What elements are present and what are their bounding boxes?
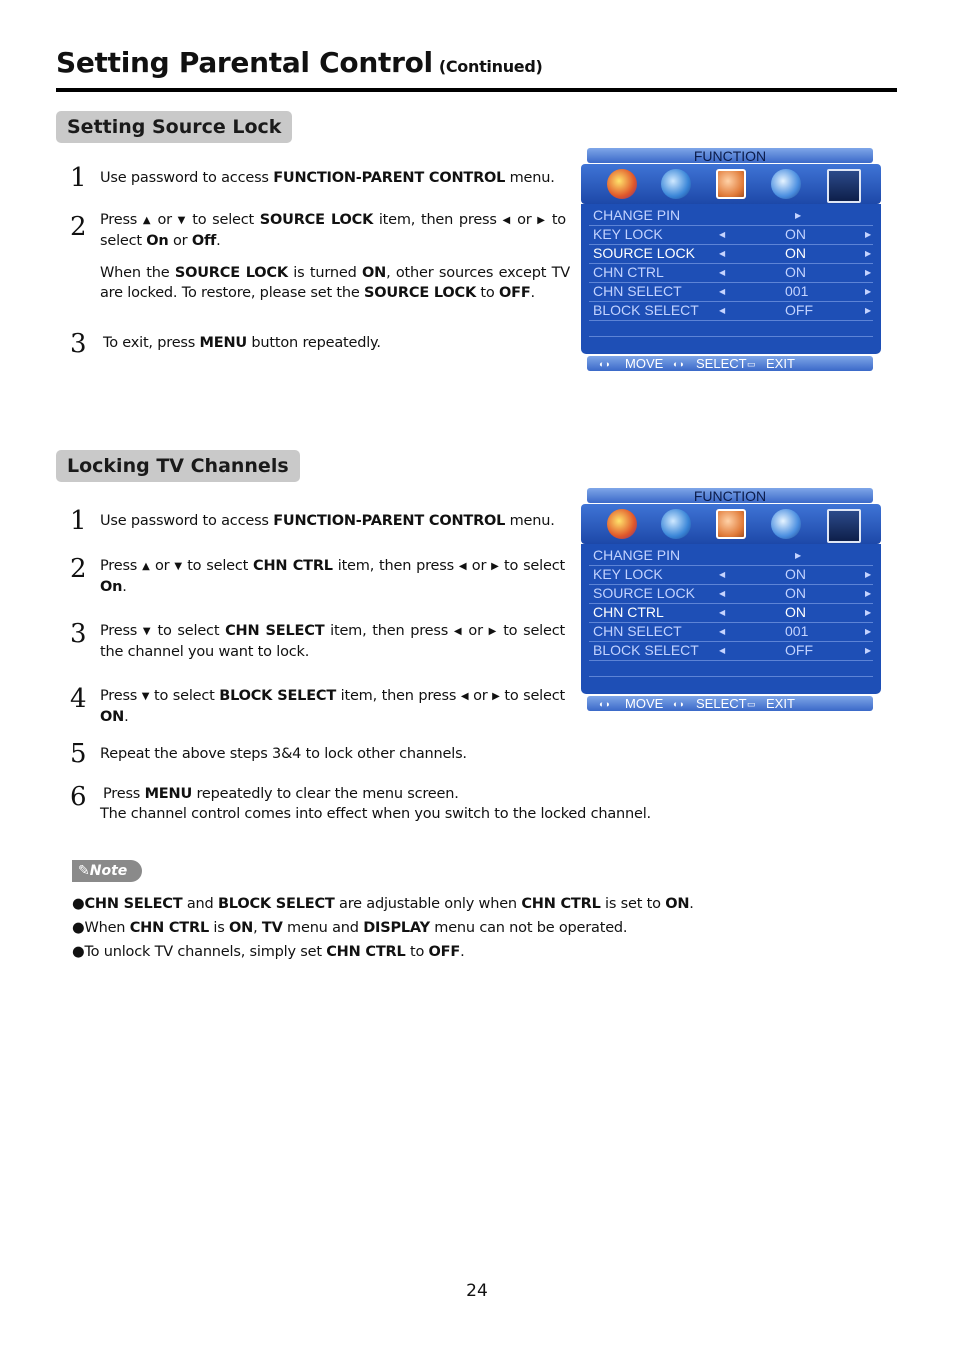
right-arrow-icon: ▶ bbox=[865, 249, 872, 258]
osd-row-value: ON bbox=[785, 566, 806, 582]
left-arrow-icon: ◀ bbox=[719, 608, 726, 617]
left-arrow-icon: ◀ bbox=[719, 230, 726, 239]
osd-row-label: CHANGE PIN bbox=[593, 547, 681, 563]
page-title: Setting Parental Control (Continued) bbox=[56, 46, 543, 79]
osd-row-value: ON bbox=[785, 264, 806, 280]
osd-body bbox=[581, 204, 881, 354]
down-arrow-icon: ▼ bbox=[177, 215, 187, 226]
step-text: Press ▲ or ▼ to select SOURCE LOCK item, then press ◀ or ▶ to select On or Off. bbox=[100, 212, 566, 249]
osd-divider bbox=[589, 336, 873, 337]
select-icon: ◐◑ bbox=[673, 359, 684, 369]
down-arrow-icon: ▼ bbox=[141, 691, 150, 702]
left-arrow-icon: ◀ bbox=[719, 249, 726, 258]
osd-row[interactable] bbox=[589, 565, 873, 585]
right-arrow-icon: ▶ bbox=[865, 287, 872, 296]
left-arrow-icon: ◀ bbox=[719, 268, 726, 277]
osd-footer-exit: EXIT bbox=[766, 696, 795, 711]
osd-footer bbox=[587, 696, 873, 711]
left-arrow-icon: ◀ bbox=[502, 215, 512, 226]
picture-icon[interactable] bbox=[607, 509, 637, 539]
function-icon[interactable] bbox=[716, 169, 746, 199]
step-text: Use password to access FUNCTION-PARENT CONTROL menu. bbox=[100, 513, 555, 529]
tv-icon[interactable] bbox=[827, 169, 861, 203]
page-number: 24 bbox=[466, 1281, 488, 1301]
osd-title-bar bbox=[587, 488, 873, 503]
osd-title: FUNCTION bbox=[693, 488, 767, 504]
osd-footer-select: SELECT bbox=[696, 356, 747, 371]
osd-row-label: KEY LOCK bbox=[593, 566, 663, 582]
step-number: 5 bbox=[70, 739, 87, 769]
step-text: Repeat the above steps 3&4 to lock other channels. bbox=[100, 746, 467, 762]
osd-body bbox=[581, 544, 881, 694]
step-number: 6 bbox=[70, 782, 87, 812]
left-arrow-icon: ◀ bbox=[719, 570, 726, 579]
tv-icon[interactable] bbox=[827, 509, 861, 543]
note-bullet: ●CHN SELECT and BLOCK SELECT are adjustable only when CHN CTRL is set to ON. bbox=[72, 896, 694, 912]
right-arrow-icon: ▶ bbox=[865, 570, 872, 579]
sound-icon[interactable] bbox=[661, 509, 691, 539]
osd-title: FUNCTION bbox=[693, 148, 767, 164]
osd-row[interactable] bbox=[589, 622, 873, 642]
left-arrow-icon: ◀ bbox=[719, 646, 726, 655]
globe-icon[interactable] bbox=[771, 509, 801, 539]
step-text: Press ▼ to select CHN SELECT item, then press ◀ or ▶ to select the channel you want to lock. bbox=[100, 623, 565, 660]
right-arrow-icon: ▶ bbox=[488, 626, 498, 637]
left-arrow-icon: ◀ bbox=[719, 287, 726, 296]
menu-icon: ▭ bbox=[747, 359, 756, 369]
osd-row[interactable] bbox=[589, 206, 873, 226]
right-arrow-icon: ▶ bbox=[865, 306, 872, 315]
osd-row-value: ON bbox=[785, 226, 806, 242]
step-number: 3 bbox=[70, 619, 87, 649]
up-arrow-icon: ▲ bbox=[142, 215, 152, 226]
osd-row-value: ON bbox=[785, 604, 806, 620]
right-arrow-icon: ▶ bbox=[491, 561, 500, 572]
osd-row-label: CHN SELECT bbox=[593, 623, 682, 639]
osd-row-label: SOURCE LOCK bbox=[593, 585, 695, 601]
osd-divider bbox=[589, 676, 873, 677]
globe-icon[interactable] bbox=[771, 169, 801, 199]
right-arrow-icon: ▶ bbox=[795, 551, 802, 560]
right-arrow-icon: ▶ bbox=[865, 646, 872, 655]
move-icon: ◐◑ bbox=[599, 699, 610, 709]
step-number: 2 bbox=[70, 554, 87, 584]
osd-icon-bar bbox=[581, 164, 881, 204]
right-arrow-icon: ▶ bbox=[795, 211, 802, 220]
left-arrow-icon: ◀ bbox=[453, 626, 463, 637]
osd-row[interactable] bbox=[589, 244, 873, 264]
step-text: To exit, press MENU button repeatedly. bbox=[103, 335, 381, 351]
osd-row[interactable] bbox=[589, 584, 873, 604]
step-text: Press ▼ to select BLOCK SELECT item, then press ◀ or ▶ to select ON. bbox=[100, 688, 565, 725]
osd-icon-bar bbox=[581, 504, 881, 544]
right-arrow-icon: ▶ bbox=[865, 608, 872, 617]
step-text: The channel control comes into effect when you switch to the locked channel. bbox=[100, 806, 651, 822]
osd-title-bar bbox=[587, 148, 873, 163]
osd-row-label: CHANGE PIN bbox=[593, 207, 681, 223]
function-icon[interactable] bbox=[716, 509, 746, 539]
osd-row[interactable] bbox=[589, 225, 873, 245]
step-number: 1 bbox=[70, 506, 87, 536]
osd-row-label: CHN SELECT bbox=[593, 283, 682, 299]
paperclip-icon: ✎ bbox=[78, 863, 90, 879]
step-number: 4 bbox=[70, 684, 87, 714]
bullet-icon: ● bbox=[72, 896, 85, 912]
right-arrow-icon: ▶ bbox=[865, 627, 872, 636]
osd-row-value: ON bbox=[785, 585, 806, 601]
osd-row[interactable] bbox=[589, 546, 873, 566]
osd-row-value: 001 bbox=[785, 623, 809, 639]
right-arrow-icon: ▶ bbox=[865, 589, 872, 598]
right-arrow-icon: ▶ bbox=[865, 268, 872, 277]
select-icon: ◐◑ bbox=[673, 699, 684, 709]
left-arrow-icon: ◀ bbox=[719, 589, 726, 598]
section-heading-locking-tv-channels: Locking TV Channels bbox=[56, 450, 300, 482]
sound-icon[interactable] bbox=[661, 169, 691, 199]
osd-row[interactable] bbox=[589, 641, 873, 661]
step-text: When the SOURCE LOCK is turned ON, other sources except TV are locked. To restore, please set the SOURCE LOCK to OFF. bbox=[100, 265, 570, 301]
left-arrow-icon: ◀ bbox=[719, 306, 726, 315]
left-arrow-icon: ◀ bbox=[460, 691, 469, 702]
note-badge: ✎Note bbox=[72, 860, 142, 882]
osd-footer-move: MOVE bbox=[625, 356, 664, 371]
osd-function-menu bbox=[581, 148, 881, 373]
right-arrow-icon: ▶ bbox=[865, 230, 872, 239]
note-bullet: ●To unlock TV channels, simply set CHN CTRL to OFF. bbox=[72, 944, 465, 960]
left-arrow-icon: ◀ bbox=[719, 627, 726, 636]
osd-row[interactable] bbox=[589, 282, 873, 302]
section-heading-source-lock: Setting Source Lock bbox=[56, 111, 292, 143]
title-continued: (Continued) bbox=[438, 57, 543, 76]
osd-row-label: CHN CTRL bbox=[593, 264, 664, 280]
left-arrow-icon: ◀ bbox=[458, 561, 467, 572]
up-arrow-icon: ▲ bbox=[142, 561, 151, 572]
osd-row-label: KEY LOCK bbox=[593, 226, 663, 242]
down-arrow-icon: ▼ bbox=[142, 626, 152, 637]
osd-row-label: BLOCK SELECT bbox=[593, 302, 699, 318]
step-number: 1 bbox=[70, 163, 87, 193]
osd-row-label: SOURCE LOCK bbox=[593, 245, 695, 261]
osd-row-value: OFF bbox=[785, 302, 813, 318]
osd-row[interactable] bbox=[589, 301, 873, 321]
title-rule bbox=[56, 88, 897, 92]
osd-row-value: OFF bbox=[785, 642, 813, 658]
bullet-icon: ● bbox=[72, 944, 85, 960]
note-bullet: ●When CHN CTRL is ON, TV menu and DISPLAY menu can not be operated. bbox=[72, 920, 628, 936]
osd-footer-exit: EXIT bbox=[766, 356, 795, 371]
step-text: Use password to access FUNCTION-PARENT CONTROL menu. bbox=[100, 170, 555, 186]
down-arrow-icon: ▼ bbox=[174, 561, 183, 572]
right-arrow-icon: ▶ bbox=[537, 215, 547, 226]
menu-icon: ▭ bbox=[747, 699, 756, 709]
step-number: 3 bbox=[70, 329, 87, 359]
osd-row[interactable] bbox=[589, 263, 873, 283]
osd-row-value: ON bbox=[785, 245, 806, 261]
picture-icon[interactable] bbox=[607, 169, 637, 199]
osd-row[interactable] bbox=[589, 603, 873, 623]
osd-row-label: BLOCK SELECT bbox=[593, 642, 699, 658]
osd-row-label: CHN CTRL bbox=[593, 604, 664, 620]
osd-footer-move: MOVE bbox=[625, 696, 664, 711]
osd-footer bbox=[587, 356, 873, 371]
right-arrow-icon: ▶ bbox=[492, 691, 500, 702]
move-icon: ◐◑ bbox=[599, 359, 610, 369]
osd-row-value: 001 bbox=[785, 283, 809, 299]
bullet-icon: ● bbox=[72, 920, 85, 936]
osd-function-menu bbox=[581, 488, 881, 713]
step-number: 2 bbox=[70, 212, 87, 242]
step-text: Press ▲ or ▼ to select CHN CTRL item, then press ◀ or ▶ to select On. bbox=[100, 558, 565, 595]
step-text: Press MENU repeatedly to clear the menu screen. bbox=[103, 786, 459, 802]
osd-footer-select: SELECT bbox=[696, 696, 747, 711]
